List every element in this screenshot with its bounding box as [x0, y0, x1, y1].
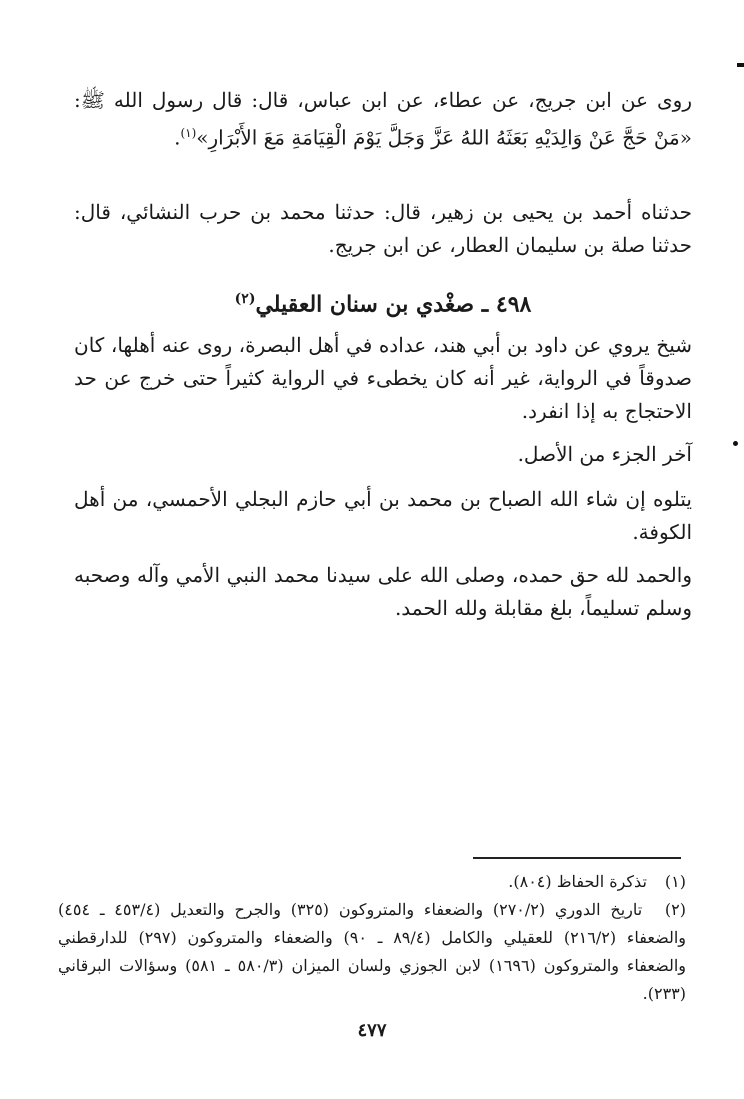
edge-mark	[737, 63, 744, 67]
footnote-text: تاريخ الدوري (٢٧٠/٢) والضعفاء والمتروكون (٣٢٥) والجرح والتعديل (٤٥٣/٤ ـ ٤٥٤) والضعفاء (٢١٦/٢) للعقيلي والكامل (٨٩/٤ ـ ٩٠) والضعفاء والمتروكون (٢٩٧) للدارقطني والضعفاء والمتروكون (١٦٩٦) لابن الجوزي ولسان الميزان (٥٨٠/٣ ـ ٥٨١) وسؤالات البرقاني (٢٣٣).	[58, 900, 687, 1003]
footnote-text: تذكرة الحفاظ (٨٠٤).	[508, 872, 647, 891]
continuation-text: يتلوه إن شاء الله الصباح بن محمد بن أبي حازم البجلي الأحمسي، من أهل الكوفة.	[74, 487, 692, 544]
biography-text: شيخ يروي عن داود بن أبي هند، عداده في أهل البصرة، روى عنه أهلها، كان صدوقاً في الرواية، غير أنه كان يخطىء في الرواية كثيراً حتى خرج عن حد الاحتجاج به إذا انفرد.	[74, 333, 692, 423]
footnote-ref[interactable]: (١)	[180, 126, 197, 140]
footnote-number: (١)	[664, 872, 686, 891]
end-of-part-note	[74, 438, 692, 471]
footnote-ref[interactable]: (٢)	[234, 291, 256, 307]
footnote	[58, 868, 686, 896]
biography-paragraph	[74, 329, 692, 428]
hadith-paragraph	[74, 84, 692, 155]
footnote-divider	[473, 857, 681, 859]
entry-heading	[74, 281, 692, 322]
continuation-note	[74, 483, 692, 549]
hadith-text: روى عن ابن جريج، عن عطاء، عن ابن عباس، قال: قال رسول الله ﷺ: «مَنْ حَجَّ عَنْ وَالِدَيْهِ بَعَثَهُ اللهُ عَزَّ وَجَلَّ يَوْمَ الْقِيَامَةِ مَعَ الأَبْرَارِ»	[74, 88, 692, 150]
closing-text: والحمد لله حق حمده، وصلى الله على سيدنا محمد النبي الأمي وآله وصحبه وسلم تسليماً، بلغ مقابلة ولله الحمد.	[74, 563, 692, 620]
page-number: ٤٧٧	[357, 1020, 387, 1041]
edge-mark	[733, 441, 738, 446]
end-of-part-text: آخر الجزء من الأصل.	[517, 442, 692, 466]
footnote-number: (٢)	[664, 900, 687, 919]
entry-title: ٤٩٨ ـ صغْدي بن سنان العقيلي	[255, 291, 532, 318]
punctuation: .	[174, 125, 181, 150]
isnad-paragraph	[74, 196, 692, 262]
closing-doxology	[74, 559, 692, 625]
isnad-text: حدثناه أحمد بن يحيى بن زهير، قال: حدثنا محمد بن حرب النشائي، قال: حدثنا صلة بن سليمان العطار، عن ابن جريج.	[74, 200, 692, 257]
footnote	[58, 896, 686, 1008]
